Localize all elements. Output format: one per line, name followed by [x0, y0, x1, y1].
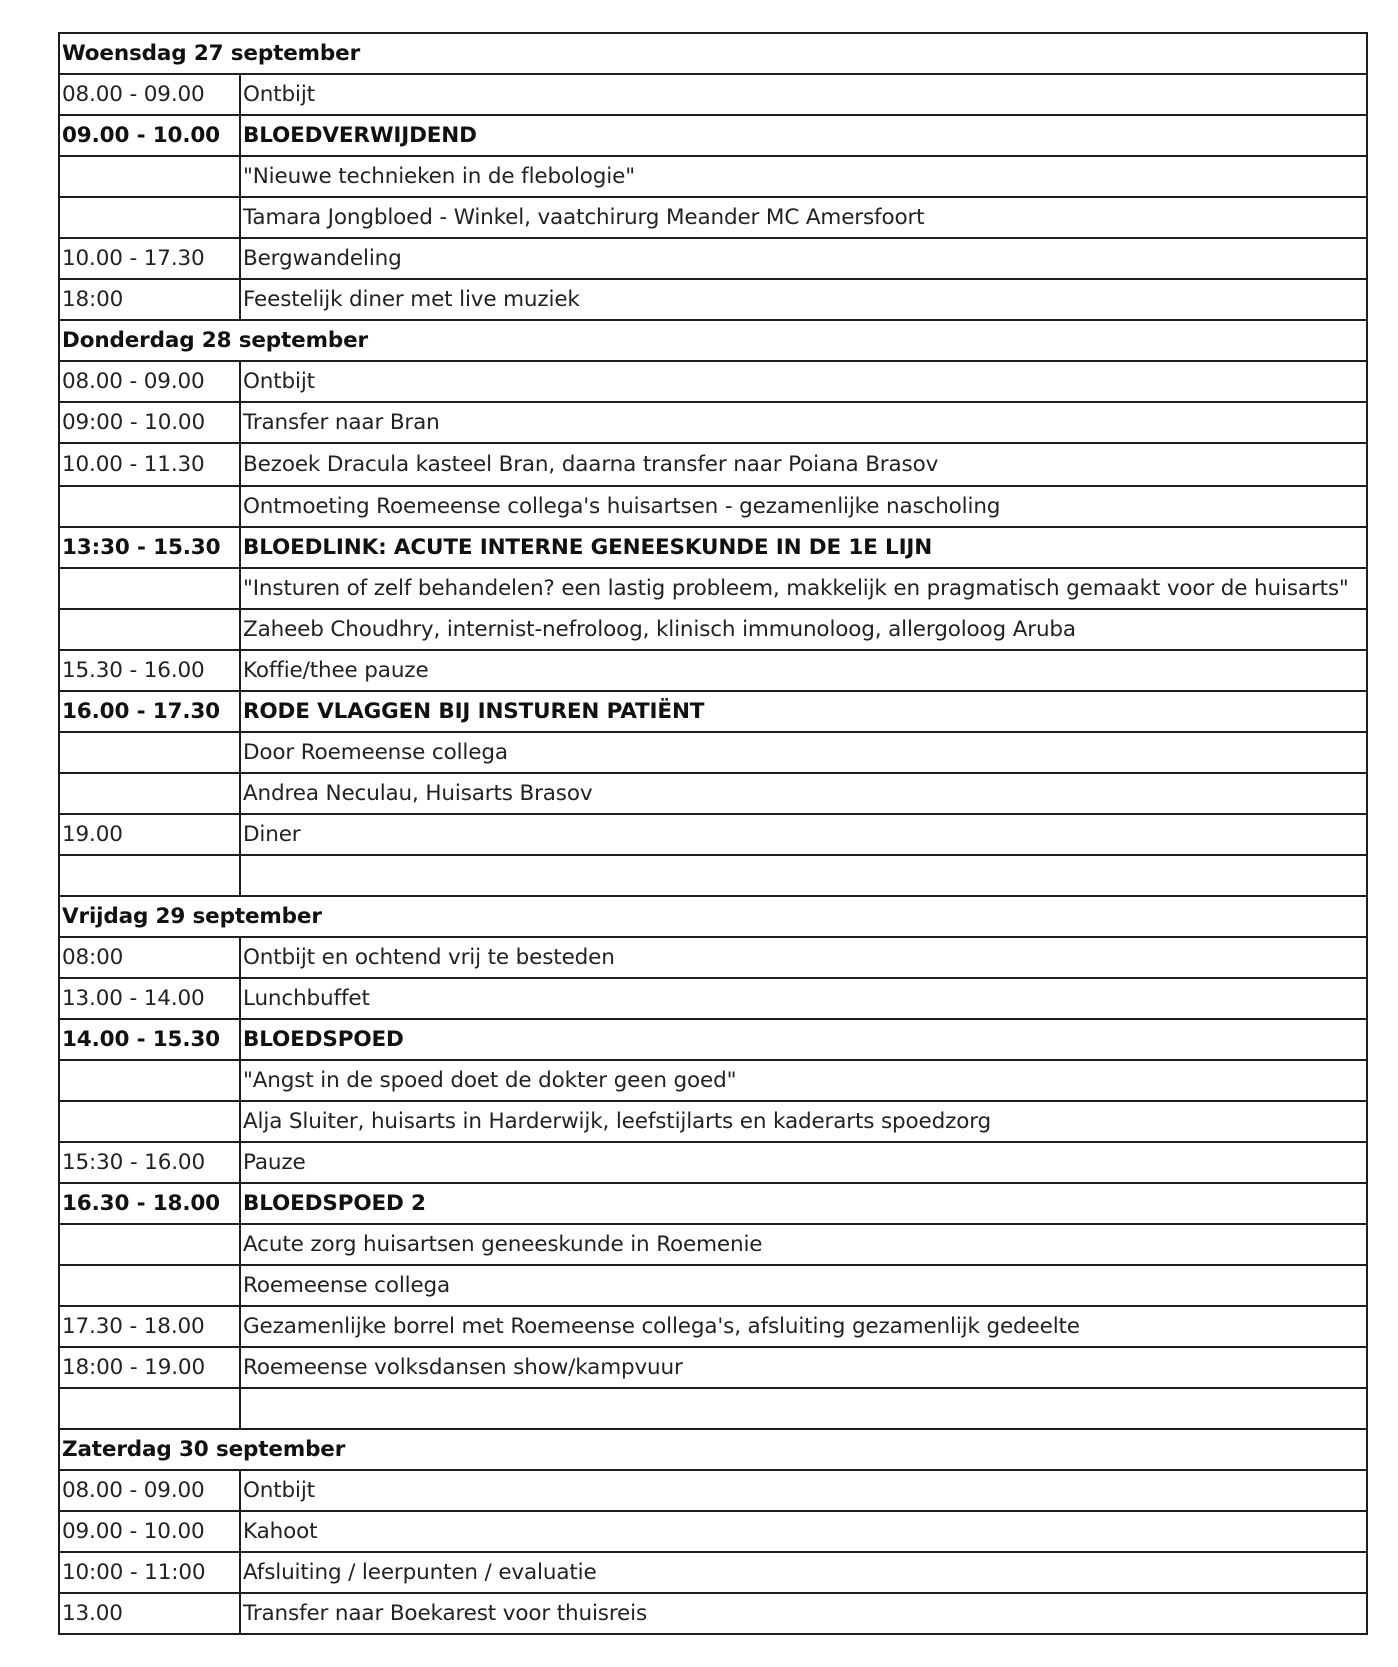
- activity-cell: Ontbijt: [240, 74, 1367, 115]
- schedule-row: [59, 855, 1367, 896]
- activity-cell: [240, 1388, 1367, 1429]
- schedule-row: [59, 1224, 1367, 1265]
- schedule-row: [59, 1552, 1367, 1593]
- schedule-row: [59, 402, 1367, 443]
- schedule-row: [59, 1470, 1367, 1511]
- activity-cell: Tamara Jongbloed - Winkel, vaatchirurg Meander MC Amersfoort: [240, 197, 1367, 238]
- activity-cell: Roemeense collega: [240, 1265, 1367, 1306]
- time-cell: 16.00 - 17.30: [59, 691, 240, 732]
- time-cell: [59, 486, 240, 527]
- activity-cell: [240, 855, 1367, 896]
- schedule-row: [59, 197, 1367, 238]
- schedule-row: [59, 486, 1367, 527]
- activity-cell: Bezoek Dracula kasteel Bran, daarna transfer naar Poiana Brasov: [240, 443, 1367, 486]
- schedule-row: [59, 650, 1367, 691]
- activity-cell: BLOEDSPOED: [240, 1019, 1367, 1060]
- activity-cell: Alja Sluiter, huisarts in Harderwijk, leefstijlarts en kaderarts spoedzorg: [240, 1101, 1367, 1142]
- time-cell: [59, 609, 240, 650]
- day-header-row: [59, 320, 1367, 361]
- activity-cell: Bergwandeling: [240, 238, 1367, 279]
- schedule-row: [59, 1265, 1367, 1306]
- time-cell: 16.30 - 18.00: [59, 1183, 240, 1224]
- activity-cell: Pauze: [240, 1142, 1367, 1183]
- activity-cell: Ontbijt en ochtend vrij te besteden: [240, 937, 1367, 978]
- time-cell: 09.00 - 10.00: [59, 1511, 240, 1552]
- activity-cell: Ontbijt: [240, 1470, 1367, 1511]
- schedule-row: [59, 691, 1367, 732]
- day-header-row: [59, 33, 1367, 74]
- schedule-row: [59, 156, 1367, 197]
- day-heading: Donderdag 28 september: [59, 320, 1367, 361]
- time-cell: 13.00: [59, 1593, 240, 1634]
- activity-cell: BLOEDSPOED 2: [240, 1183, 1367, 1224]
- schedule-row: [59, 1183, 1367, 1224]
- schedule-row: [59, 937, 1367, 978]
- activity-cell: Ontbijt: [240, 361, 1367, 402]
- activity-cell: Acute zorg huisartsen geneeskunde in Roemenie: [240, 1224, 1367, 1265]
- day-header-row: [59, 896, 1367, 937]
- schedule-row: [59, 361, 1367, 402]
- schedule-row: [59, 1388, 1367, 1429]
- activity-cell: Andrea Neculau, Huisarts Brasov: [240, 773, 1367, 814]
- schedule-row: [59, 279, 1367, 320]
- time-cell: 18:00: [59, 279, 240, 320]
- time-cell: [59, 1060, 240, 1101]
- time-cell: 14.00 - 15.30: [59, 1019, 240, 1060]
- activity-cell: Koffie/thee pauze: [240, 650, 1367, 691]
- schedule-row: [59, 1142, 1367, 1183]
- schedule-row: [59, 1019, 1367, 1060]
- activity-cell: RODE VLAGGEN BIJ INSTUREN PATIËNT: [240, 691, 1367, 732]
- activity-cell: Kahoot: [240, 1511, 1367, 1552]
- schedule-row: [59, 814, 1367, 855]
- schedule-row: [59, 978, 1367, 1019]
- time-cell: [59, 1265, 240, 1306]
- time-cell: [59, 732, 240, 773]
- activity-cell: Feestelijk diner met live muziek: [240, 279, 1367, 320]
- activity-cell: Ontmoeting Roemeense collega's huisartsen - gezamenlijke nascholing: [240, 486, 1367, 527]
- schedule-row: [59, 1306, 1367, 1347]
- activity-cell: Transfer naar Bran: [240, 402, 1367, 443]
- time-cell: 15:30 - 16.00: [59, 1142, 240, 1183]
- time-cell: 10.00 - 17.30: [59, 238, 240, 279]
- time-cell: [59, 773, 240, 814]
- time-cell: [59, 568, 240, 609]
- time-cell: 18:00 - 19.00: [59, 1347, 240, 1388]
- schedule-row: [59, 1511, 1367, 1552]
- schedule-body: [59, 33, 1367, 1634]
- time-cell: [59, 1101, 240, 1142]
- day-heading: Zaterdag 30 september: [59, 1429, 1367, 1470]
- time-cell: 08:00: [59, 937, 240, 978]
- activity-cell: Afsluiting / leerpunten / evaluatie: [240, 1552, 1367, 1593]
- activity-cell: BLOEDVERWIJDEND: [240, 115, 1367, 156]
- activity-cell: BLOEDLINK: ACUTE INTERNE GENEESKUNDE IN DE 1E LIJN: [240, 527, 1367, 568]
- schedule-row: [59, 609, 1367, 650]
- time-cell: 08.00 - 09.00: [59, 74, 240, 115]
- time-cell: [59, 1224, 240, 1265]
- activity-cell: "Insturen of zelf behandelen? een lastig probleem, makkelijk en pragmatisch gemaakt voor de huisarts": [240, 568, 1367, 609]
- schedule-row: [59, 238, 1367, 279]
- time-cell: [59, 197, 240, 238]
- schedule-row: [59, 115, 1367, 156]
- time-cell: [59, 156, 240, 197]
- time-cell: [59, 855, 240, 896]
- schedule-row: [59, 568, 1367, 609]
- day-header-row: [59, 1429, 1367, 1470]
- day-heading: Woensdag 27 september: [59, 33, 1367, 74]
- schedule-row: [59, 773, 1367, 814]
- activity-cell: Door Roemeense collega: [240, 732, 1367, 773]
- time-cell: [59, 1388, 240, 1429]
- day-heading: Vrijdag 29 september: [59, 896, 1367, 937]
- schedule-row: [59, 527, 1367, 568]
- schedule-row: [59, 1060, 1367, 1101]
- time-cell: 17.30 - 18.00: [59, 1306, 240, 1347]
- time-cell: 13:30 - 15.30: [59, 527, 240, 568]
- schedule-row: [59, 1593, 1367, 1634]
- time-cell: 10:00 - 11:00: [59, 1552, 240, 1593]
- time-cell: 15.30 - 16.00: [59, 650, 240, 691]
- activity-cell: Transfer naar Boekarest voor thuisreis: [240, 1593, 1367, 1634]
- time-cell: 09:00 - 10.00: [59, 402, 240, 443]
- time-cell: 10.00 - 11.30: [59, 443, 240, 486]
- activity-cell: Lunchbuffet: [240, 978, 1367, 1019]
- activity-cell: Zaheeb Choudhry, internist-nefroloog, klinisch immunoloog, allergoloog Aruba: [240, 609, 1367, 650]
- time-cell: 13.00 - 14.00: [59, 978, 240, 1019]
- time-cell: 08.00 - 09.00: [59, 1470, 240, 1511]
- time-cell: 19.00: [59, 814, 240, 855]
- schedule-row: [59, 1347, 1367, 1388]
- schedule-table: [58, 32, 1368, 1635]
- schedule-row: [59, 74, 1367, 115]
- activity-cell: Roemeense volksdansen show/kampvuur: [240, 1347, 1367, 1388]
- activity-cell: "Nieuwe technieken in de flebologie": [240, 156, 1367, 197]
- activity-cell: Diner: [240, 814, 1367, 855]
- schedule-row: [59, 443, 1367, 486]
- time-cell: 09.00 - 10.00: [59, 115, 240, 156]
- activity-cell: Gezamenlijke borrel met Roemeense collega's, afsluiting gezamenlijk gedeelte: [240, 1306, 1367, 1347]
- time-cell: 08.00 - 09.00: [59, 361, 240, 402]
- schedule-row: [59, 1101, 1367, 1142]
- schedule-row: [59, 732, 1367, 773]
- activity-cell: "Angst in de spoed doet de dokter geen goed": [240, 1060, 1367, 1101]
